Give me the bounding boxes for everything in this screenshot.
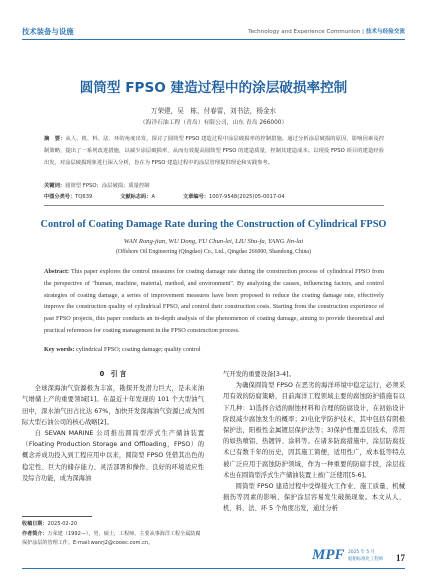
authors-en: WAN Rong-jian, WU Dong, FU Chun-lei, LIU Shu-fa, YANG Jin-lai [123, 238, 304, 245]
paper-title-en: Control of Coating Damage Rate during the Construction of Cylindrical FPSO [40, 219, 387, 230]
section-heading-intro: 0 引 言 [99, 370, 127, 378]
keywords-zh-text: 圆筒型 FPSO；涂层破损；质量控制 [65, 183, 150, 189]
authors-zh: 万荣建，吴 栋，付春雷，刘书法，杨金水 [150, 107, 277, 115]
body-column-left [22, 369, 204, 484]
affiliation-zh: （海洋石油工程（青岛）有限公司，山东 青岛 266000） [139, 120, 288, 126]
body-column-right [223, 369, 405, 515]
body-paragraph: 为确保圆筒型 FPSO 在恶劣的海洋环境中稳定运行，必须采用有效的防腐策略，目前海洋工程领域主要的腐蚀防护措施有以下几种：1)选择合适的耐蚀材料和合理的防腐设计，在初始设计阶段减少腐蚀发生的概率；2)电化学防护技术，其中包括有阴极保护法，阳极性金属镀层保护法等；3)保护性覆盖层技术，常用的如热喷铝、热镀锌、涂料等。在诸多防腐措施中，涂层防腐技术已有数千年的历史，因其施工简便，适用性广，成本低等特点被广泛应用于腐蚀防护领域，作为一种重要的防腐手段，涂层技术也在圆筒型浮式生产储油装置上被广泛使用[5-6]。 [223, 382, 405, 479]
abstract-zh-label: 摘 要： [44, 136, 66, 142]
body-paragraph: 全球深海油气资源极为丰富，勘探开发潜力巨大，是未来油气增储上产的重要领域[1]。在最近十年发现的 101 个大型油气田中，深水油气田占比达 67%，加快开发深海油气资源已成为国际大型石油公司的核心战略[2]。 [22, 385, 204, 426]
header-rule [22, 39, 405, 40]
received-label: 收稿日期： [22, 521, 48, 527]
received-date: 2025-02-20 [47, 521, 78, 527]
author-bio-label: 作者简介： [22, 530, 48, 537]
article-no-label: 文章编号： [183, 194, 209, 200]
abstract-zh-text: 从人、机、料、法、环的角度出发，探讨了圆筒型 FPSO 建造过程中涂层破损率的控制措施。通过分析涂层破损的原因，影响因素及控制策略，提出了一系列改进措施，以减少涂层破损率，从而有效提高圆筒型 FPSO 的建造质量，控制其建造成本。以现役 FPSO 项目的建造经验出发，对涂层破损现象进行深入分析，旨在为 FPSO 建造过程中的涂层管理提供理论和实践参考。 [44, 136, 384, 166]
classification-meta [44, 193, 285, 200]
clc-value: TQ639 [75, 194, 93, 200]
abstract-zh [44, 133, 384, 169]
keywords-en-text: cylindrical FPSO; coating damage; quality control [75, 346, 201, 353]
doc-code-value: A [151, 194, 155, 200]
abstract-en-label: Abstract: [44, 268, 70, 275]
article-no-value: 1007-9548(2025)05-0017-04 [208, 194, 285, 200]
running-header-section: 技术装备与设施 [22, 27, 74, 36]
running-header-zh: 技术与经验交流 [365, 29, 405, 35]
running-header-en: Technology and Experience Communion [248, 29, 361, 35]
body-paragraph: 自 SEVAN MARINE 公司推出圆筒型浮式生产储油装置（Floating Production Storage and Offloading，FPSO）的概念并成功投入到工程应用中以来，圆筒型 FPSO 凭借其出色的稳定性、巨大的储存能力、灵活部署和操作、良好的环境适应性及综合功能，成为深海油 [22, 430, 204, 482]
author-bio: 万荣建（1992—），男，硕士，工程师，主要从事海洋工程全属防腐保护涂层的管理工作。E-mail:wanrj2@cooec.com.cn。 [22, 530, 201, 547]
journal-name: 船舶标准化工程师 [348, 557, 384, 562]
keywords-zh-label: 关键词： [44, 183, 66, 189]
running-header-journal: Technology and Experience Communion | 技术与经验交流 [248, 29, 405, 35]
keywords-zh [44, 181, 150, 189]
clc-label: 中图分类号： [44, 194, 76, 200]
affiliation-en: (Offshore Oil Engineering (Qingdao) Co., Ltd., Qingdao 266000, Shandong, China) [116, 249, 311, 255]
body-paragraph: 圆筒型 FPSO 建造过程中受焊接火工作业、施工质量、机械损伤等因素的影响，保护涂层容易发生破损现象。本文从人、机、料、法、环 5 个角度出发，通过分析 [223, 483, 405, 513]
paper-title-zh: 圆筒型 FPSO 建造过程中的涂层破损率控制 [79, 80, 348, 96]
page-number: 17 [396, 553, 405, 563]
journal-logo [312, 547, 400, 567]
meta-divider [44, 205, 384, 206]
footnote-rule [22, 516, 92, 517]
journal-issue-date: 2025 年 5 月 [348, 550, 375, 555]
footer-rule [22, 568, 405, 569]
keywords-en-label: Key words: [44, 346, 75, 353]
abstract-en [44, 266, 384, 337]
body-paragraph: 气开发的重要设备[3-4]。 [223, 371, 295, 378]
journal-logo-mark: MPF [312, 547, 345, 563]
footnote [22, 520, 204, 549]
abstract-en-text: This paper explores the control measures for coating damage rate during the construction process of cylindrical FPSO from the perspective of "human, machine, material, method, and environment". By analyzing the causes, influencing factors, and control strategies of coating damage, a series of improvement measures have been proposed to reduce the coating damage rate, effectively improve the construction quality of cylindrical FPSO, and control their construction costs. Starting from the construction experience of past FPSO projects, this paper conducts an in-depth analysis of the phenomenon of coating damage, aiming to provide theoretical and practical references for coating management in the FPSO construction process. [44, 268, 384, 334]
keywords-en [44, 346, 384, 353]
doc-code-label: 文献标志码： [120, 194, 152, 200]
